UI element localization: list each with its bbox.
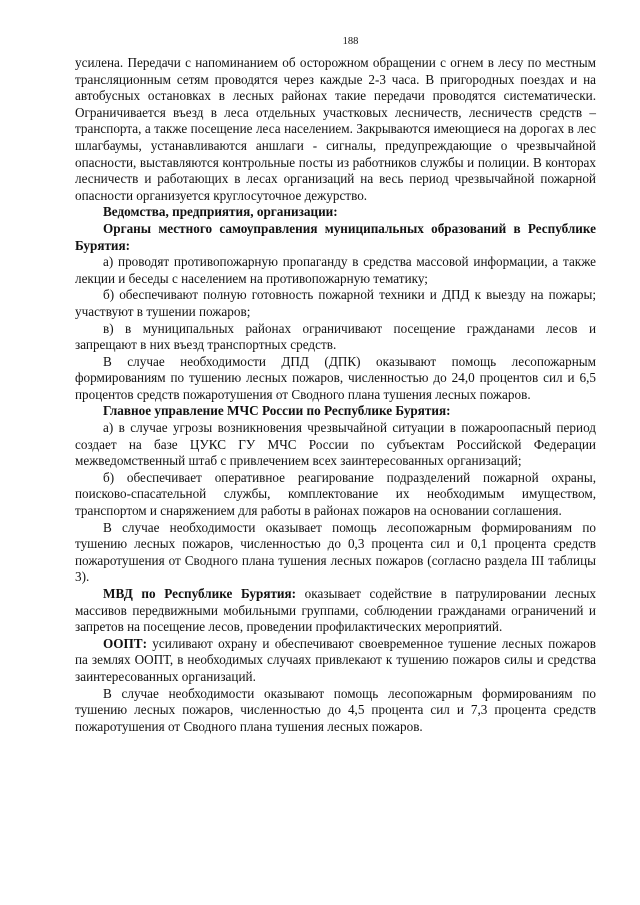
heading-agencies: Ведомства, предприятия, организации: [103, 204, 338, 220]
paragraph-item-b-readiness: б) обеспечивают полную готовность пожарной техники и ДПД к выезду на пожары; участвуют в тушении пожаров; [75, 287, 596, 319]
paragraph-dpd-assistance: В случае необходимости ДПД (ДПК) оказывают помощь лесопожарным формированиям по тушению лесных пожаров, численностью до 24,0 процентов сил и 6,5 процентов средств пожаротушения от Сводного плана тушения лесных пожаров. [75, 353, 596, 402]
paragraph-emercom-assistance: В случае необходимости оказывает помощь лесопожарным формированиям по тушению лесных пожаров, численностью до 0,3 процента сил и 0,1 процента средств пожаротушения от Сводного плана тушения лесных пожаров (согласно раздела III таблицы 3). [75, 519, 596, 585]
paragraph-mvd-lead: МВД по Республике Бурятия: [103, 586, 297, 601]
heading-local-government: Органы местного самоуправления муниципальных образований в Республике Бурятия: [75, 220, 596, 253]
body-text [75, 55, 596, 735]
page-number: 188 [342, 36, 359, 47]
paragraph-mvd [75, 586, 596, 636]
paragraph-oopt-assistance: В случае необходимости оказывают помощь лесопожарным формированиям по тушению лесных пожаров, численностью до 4,5 процента сил и 7,3 процента средств пожаротушения от Сводного плана тушения лесных пожаров. [75, 685, 596, 734]
paragraph-item-a-propaganda: а) проводят противопожарную пропаганду в средства массовой информации, а также лекции и беседы с населением на противопожарную тематику; [75, 254, 596, 286]
paragraph-oopt [75, 636, 596, 686]
paragraph-forest-restrictions: усилена. Передачи с напоминанием об осторожном обращении с огнем в лесу по местным трансляционным сетям проводятся через каждые 2-3 часа. В пригородных поездах и на автобусных остановках в лесных районах такие передачи проводятся систематически. Ограничивается въезд в леса отдельных участковых лесничеств, лесничеств средств – транспорта, а также посещение леса населением. Закрываются имеющиеся на дорогах в лес шлагбаумы, устанавливаются аншлаги - сигналы, предупреждающие о чрезвычайной опасности, выставляются контрольные посты из работников службы и полиции. В конторах лесничеств и работающих в лесах организаций на весь период чрезвычайной пожарной опасности организуется круглосуточное дежурство. [75, 55, 596, 203]
paragraph-oopt-lead: ООПТ: [103, 635, 147, 651]
paragraph-item-c-restrict-visits: в) в муниципальных районах ограничивают посещение гражданами лесов и запрещают в них въезд транспортных средств. [75, 320, 596, 353]
paragraph-emercom-item-b: б) обеспечивает оперативное реагирование подразделений пожарной охраны, поисково-спасательной службы, комплектование их необходимым имуществом, транспортом и снаряжением для работы в районах пожаров на основании соглашения. [75, 469, 596, 519]
heading-emercom: Главное управление МЧС России по Республике Бурятия: [103, 403, 451, 419]
paragraph-mvd-text: оказывает содействие в патрулировании лесных массивов передвижными мобильными группами, соблюдении гражданами ограничений и запретов на посещение лесов, проведении профилактических мероприятий. [75, 586, 597, 635]
paragraph-oopt-text: усиливают охрану и обеспечивают своевременное тушение лесных пожаров па землях ООПТ, в необходимых случаях привлекают к тушению пожаров силы и средства заинтересованных организаций. [75, 635, 596, 684]
paragraph-emercom-item-a: а) в случае угрозы возникновения чрезвычайной ситуации в пожароопасный период создает на базе ЦУКС ГУ МЧС России по субъектам Российской Федерации межведомственный штаб с привлечением всех заинтересованных организаций; [75, 420, 596, 469]
